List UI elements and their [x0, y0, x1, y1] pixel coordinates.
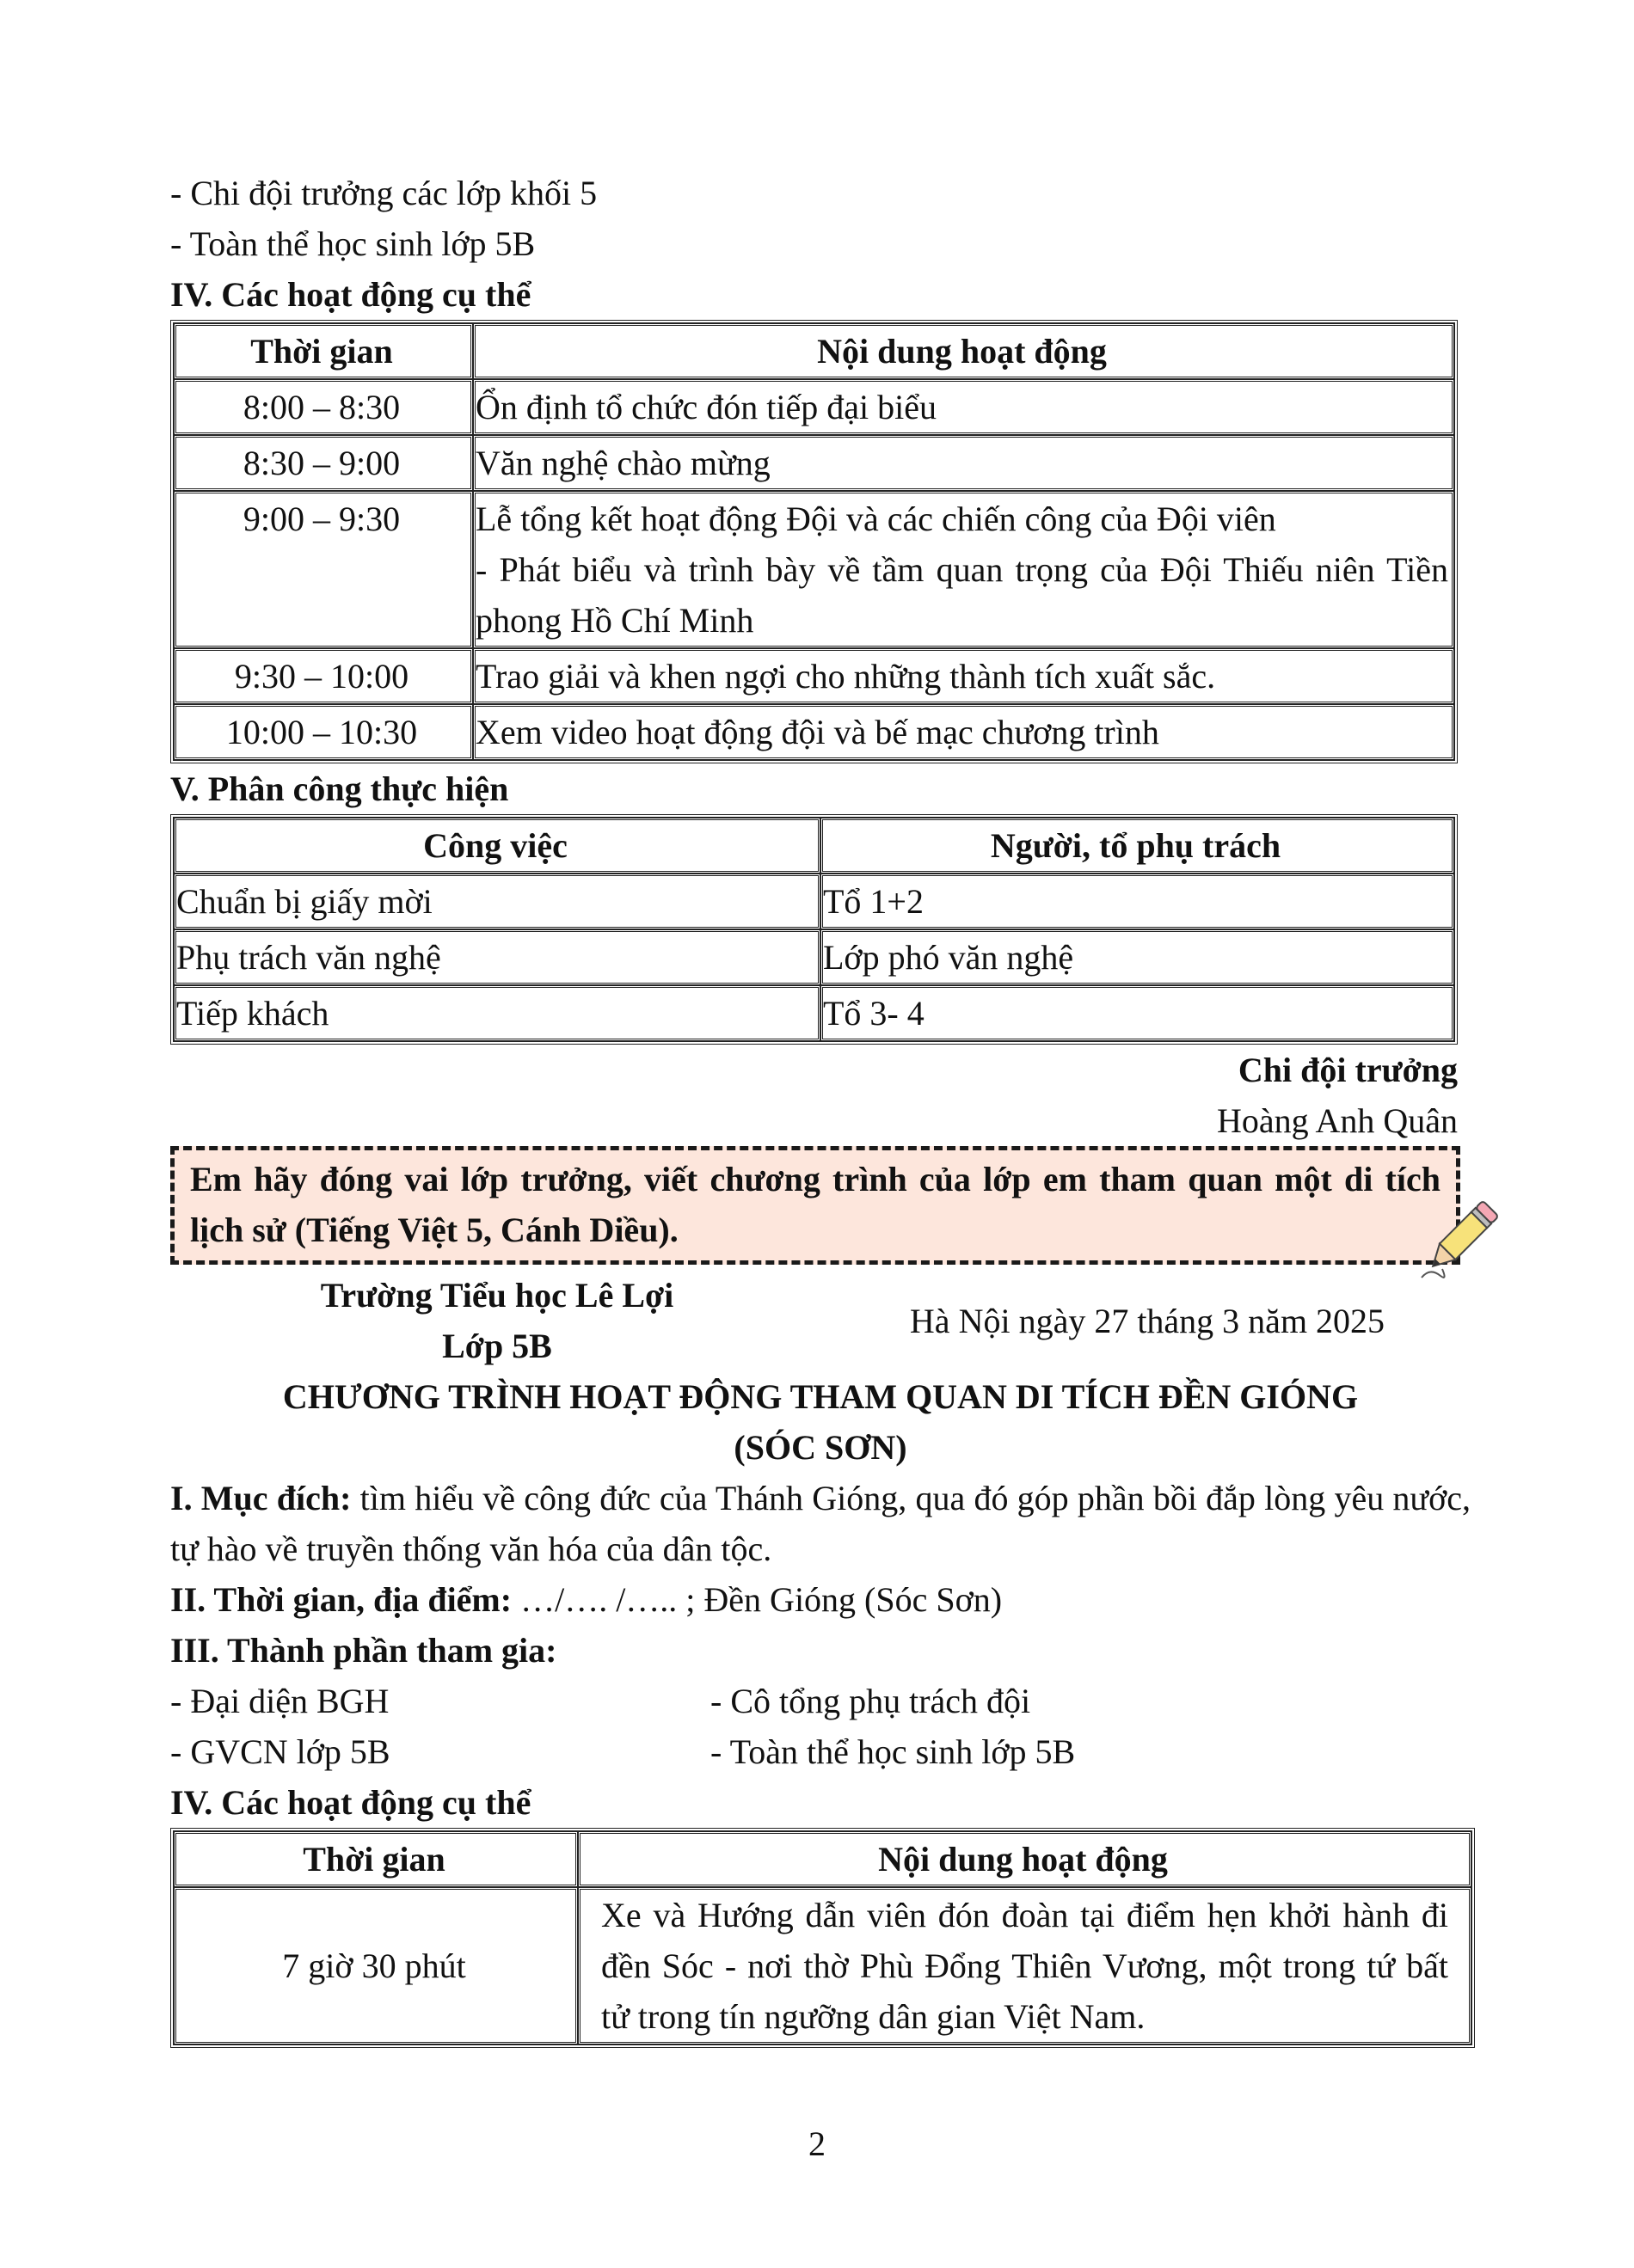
table-header-row	[174, 1831, 1471, 1887]
task-cell: Chuẩn bị giấy mời	[174, 873, 820, 929]
participants-right	[710, 1676, 1471, 1777]
row-content-line: - Phát biểu và trình bày về tầm quan trọng của Đội Thiếu niên Tiền phong Hồ Chí Minh	[476, 550, 1448, 640]
table-row	[174, 491, 1454, 648]
header-time: Thời gian	[174, 1831, 578, 1887]
pencil-icon	[1413, 1192, 1508, 1286]
section5-title: V. Phân công thực hiện	[170, 769, 509, 808]
section1-text: tìm hiểu về công đức của Thánh Gióng, qua đó góp phần bồi đắp lòng yêu nước, tự hào về truyền thống văn hóa của dân tộc.	[170, 1479, 1471, 1568]
header-owner: Người, tổ phụ trách	[820, 818, 1454, 873]
table-header-row	[174, 818, 1454, 873]
row-content: Văn nghệ chào mừng	[473, 435, 1454, 491]
participants	[170, 1676, 1471, 1777]
page-number: 2	[808, 2124, 826, 2163]
table-row	[174, 873, 1454, 929]
table-header-row	[174, 323, 1454, 379]
date-line: Hà Nội ngày 27 tháng 3 năm 2025	[909, 1302, 1385, 1340]
section1	[170, 1473, 1471, 1574]
table-row	[174, 929, 1454, 985]
row-time: 7 giờ 30 phút	[174, 1887, 578, 2044]
section3-label: III. Thành phần tham gia:	[170, 1631, 557, 1670]
table-row	[174, 435, 1454, 491]
assignment-table	[170, 814, 1458, 1045]
row-content: Ổn định tổ chức đón tiếp đại biểu	[473, 379, 1454, 435]
task-prompt-box	[170, 1146, 1460, 1265]
school-name: Trường Tiểu học Lê Lợi	[320, 1276, 674, 1315]
section1-label: I. Mục đích:	[170, 1479, 352, 1517]
table-row	[174, 704, 1454, 760]
schedule-table-1	[170, 320, 1458, 763]
section2	[170, 1574, 1471, 1625]
participant-item: - GVCN lớp 5B	[170, 1732, 390, 1771]
header-content: Nội dung hoạt động	[473, 323, 1454, 379]
row-time: 8:30 – 9:00	[174, 435, 473, 491]
program-title: CHƯƠNG TRÌNH HOẠT ĐỘNG THAM QUAN DI TÍCH ĐỀN GIÓNG (SÓC SƠN)	[282, 1377, 1359, 1467]
table-row	[174, 379, 1454, 435]
table-row	[174, 648, 1454, 704]
intro-line-1: - Chi đội trưởng các lớp khối 5	[170, 174, 598, 212]
signature-name: Hoàng Anh Quân	[1217, 1101, 1458, 1140]
owner-cell: Tổ 3- 4	[820, 985, 1454, 1041]
participant-item: - Toàn thể học sinh lớp 5B	[710, 1732, 1076, 1771]
table-row	[174, 985, 1454, 1041]
letter-header	[170, 1270, 1471, 1371]
header-content: Nội dung hoạt động	[578, 1831, 1471, 1887]
section4-title: IV. Các hoạt động cụ thể	[170, 275, 531, 314]
row-content: Trao giải và khen ngợi cho những thành tích xuất sắc.	[473, 648, 1454, 704]
school-block	[170, 1270, 824, 1371]
class-name: Lớp 5B	[442, 1327, 552, 1365]
row-time: 8:00 – 8:30	[174, 379, 473, 435]
document-page	[170, 168, 1471, 2048]
schedule-table-2	[170, 1828, 1475, 2048]
signature-role: Chi đội trưởng	[1238, 1051, 1458, 1089]
section2-label: II. Thời gian, địa điểm:	[170, 1580, 513, 1619]
participants-left	[170, 1676, 710, 1777]
task-prompt-text: Em hãy đóng vai lớp trưởng, viết chương trình của lớp em tham quan một di tích lịch sử (Tiếng Việt 5, Cánh Diều).	[190, 1160, 1440, 1249]
header-task: Công việc	[174, 818, 820, 873]
owner-cell: Tổ 1+2	[820, 873, 1454, 929]
row-time: 9:00 – 9:30	[174, 491, 473, 648]
row-content: Xem video hoạt động đội và bế mạc chương trình	[473, 704, 1454, 760]
row-content: Xe và Hướng dẫn viên đón đoàn tại điểm hẹn khởi hành đi đền Sóc - nơi thờ Phù Đổng Thiên Vương, một trong tứ bất tử trong tín ngưỡng dân gian Việt Nam.	[578, 1887, 1471, 2044]
section4b-title: IV. Các hoạt động cụ thể	[170, 1783, 531, 1822]
header-time: Thời gian	[174, 323, 473, 379]
intro-line-2: - Toàn thể học sinh lớp 5B	[170, 224, 536, 263]
row-time: 9:30 – 10:00	[174, 648, 473, 704]
task-cell: Tiếp khách	[174, 985, 820, 1041]
section2-text: …/…. /….. ; Đền Gióng (Sóc Sơn)	[520, 1580, 1003, 1619]
participant-item: - Đại diện BGH	[170, 1682, 390, 1720]
participant-item: - Cô tổng phụ trách đội	[710, 1682, 1031, 1720]
task-cell: Phụ trách văn nghệ	[174, 929, 820, 985]
row-time: 10:00 – 10:30	[174, 704, 473, 760]
date-block	[824, 1270, 1471, 1371]
owner-cell: Lớp phó văn nghệ	[820, 929, 1454, 985]
row-content	[473, 491, 1454, 648]
row-content-line: Lễ tổng kết hoạt động Đội và các chiến công của Đội viên	[476, 500, 1276, 538]
table-row	[174, 1887, 1471, 2044]
